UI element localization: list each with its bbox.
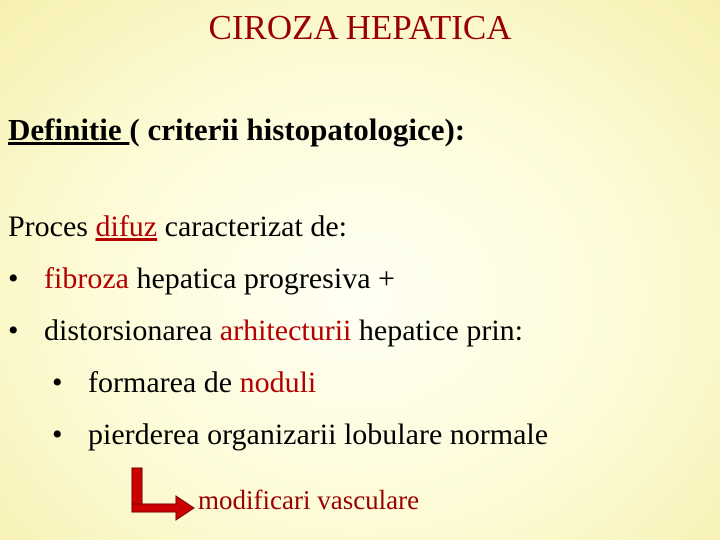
bullet-dot-icon: • [8,262,19,295]
intro-suffix: caracterizat de: [157,210,347,243]
sub-bullet-highlight: noduli [239,366,317,399]
bullet-prefix: distorsionarea [44,314,220,347]
elbow-arrow-icon [128,466,208,526]
bullet-highlight: arhitecturii [219,314,352,347]
intro-highlight: difuz [95,210,158,243]
bullet-highlight: fibroza [44,262,129,295]
intro-prefix: Proces [8,210,96,243]
definition-criteria: ( criterii histopatologice): [129,112,466,147]
bullet-suffix: hepatice prin: [351,314,523,347]
sub-bullet-lobulare [52,418,548,452]
bullet-distorsionarea [8,314,523,348]
bullet-fibroza [8,262,395,296]
sub-bullet-prefix: formarea de [88,366,240,399]
sub-bullet-noduli [52,366,316,400]
intro-line [8,210,347,244]
sub-bullet-dot-icon: • [52,366,63,399]
sub-bullet-dot-icon: • [52,418,63,451]
definition-heading [8,112,465,148]
slide-title: CIROZA HEPATICA [208,8,512,47]
result-text: modificari vasculare [198,485,420,515]
bullet-dot-icon: • [8,314,19,347]
definition-term: Definitie [8,112,130,147]
sub-bullet-text: pierderea organizarii lobulare normale [88,418,549,451]
bullet-text: hepatica progresiva + [128,262,395,295]
